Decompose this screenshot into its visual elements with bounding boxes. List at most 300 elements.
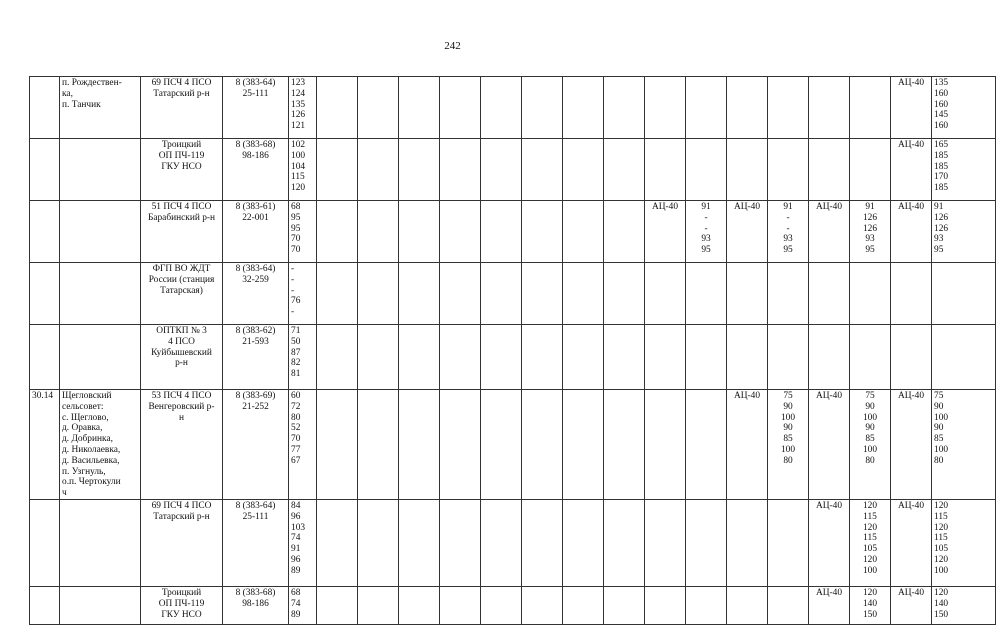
settlement-cell [60,201,141,263]
cell-line: 115 [934,533,948,544]
vehicle-cell [440,139,481,201]
distance-cell [289,390,317,500]
table-row [30,325,996,390]
vehicle-type-cell [891,499,932,586]
cell-line: 21-593 [242,336,269,347]
vehicle-type-cell [809,139,850,201]
vehicle-type-cell [727,263,768,325]
fire-unit-cell [141,499,223,586]
vehicle-cell [481,390,522,500]
vehicle-type-cell [809,499,850,586]
travel-time-cell [932,390,996,500]
fire-unit-cell [141,390,223,500]
cell-line: Барабинский р-н [147,212,216,223]
vehicle-type-cell [891,390,932,500]
phone-cell [223,263,289,325]
cell-line: - [786,223,790,234]
cell-line: 71 [291,326,301,336]
vehicle-cell [604,263,645,325]
cell-line: Куйбышевский [151,347,212,358]
cell-line: 100 [291,150,306,161]
vehicle-type-cell [645,325,686,390]
cell-line: 120 [862,500,878,511]
row-number-cell [30,325,60,390]
fire-unit-cell [141,586,223,624]
vehicle-type-cell [645,201,686,263]
fire-unit-cell [141,201,223,263]
cell-line: 95 [934,245,944,256]
travel-time-cell [932,499,996,586]
cell-line: 126 [862,212,878,223]
vehicle-cell [317,390,358,500]
vehicle-cell [317,325,358,390]
travel-time-cell [686,325,727,390]
cell-line: 102 [291,140,306,150]
cell-line: 115 [291,172,305,183]
phone-cell [223,499,289,586]
vehicle-cell [563,77,604,139]
vehicle-cell [563,390,604,500]
cell-line: 96 [291,554,301,565]
cell-line: 115 [934,511,948,522]
travel-time-cell [768,586,809,624]
cell-line: 70 [291,245,301,256]
vehicle-cell [522,499,563,586]
cell-line: 121 [291,121,306,132]
cell-line: 160 [934,121,949,132]
cell-line: Щегловский [62,391,112,401]
cell-line: 93 [865,234,875,245]
fire-dispatch-table [29,76,996,625]
travel-time-cell [686,499,727,586]
cell-line: сельсовет: [62,401,104,412]
cell-line: 120 [862,522,878,533]
cell-line: 95 [865,245,875,256]
cell-line: 84 [291,500,301,511]
cell-line: 90 [934,423,944,434]
cell-line: 82 [291,358,301,369]
vehicle-cell [358,499,399,586]
travel-time-cell [768,499,809,586]
distance-cell [289,263,317,325]
cell-line: 53 ПСЧ 4 ПСО [151,391,212,401]
cell-text: АЦ-40 [815,202,843,212]
vehicle-cell [522,390,563,500]
vehicle-cell [358,201,399,263]
cell-line: 100 [934,444,949,455]
cell-line: 160 [934,88,949,99]
distance-cell [289,201,317,263]
vehicle-cell [358,139,399,201]
cell-line: 85 [934,434,944,445]
cell-line: 96 [291,511,301,522]
cell-line: - [704,223,708,234]
distance-cell [289,586,317,624]
cell-line: 120 [934,522,949,533]
cell-line: ка, [62,88,73,99]
vehicle-cell [358,325,399,390]
cell-line: 126 [862,223,878,234]
vehicle-cell [481,201,522,263]
vehicle-cell [522,263,563,325]
cell-line: 8 (383-64) [235,500,276,511]
vehicle-type-cell [645,77,686,139]
cell-text: АЦ-40 [897,78,925,88]
vehicle-cell [604,201,645,263]
vehicle-cell [522,586,563,624]
cell-line: 115 [863,511,877,522]
cell-line: 185 [934,150,949,161]
cell-line: - [291,264,295,274]
vehicle-type-cell [727,139,768,201]
vehicle-cell [440,77,481,139]
cell-line: р-н [175,358,188,369]
cell-text: АЦ-40 [897,587,925,598]
cell-line: 22-001 [242,212,269,223]
vehicle-cell [317,499,358,586]
vehicle-cell [563,263,604,325]
cell-line: д. Николаевка, [62,444,121,455]
vehicle-type-cell [809,586,850,624]
cell-line: 4 ПСО [168,336,195,347]
cell-line: ГКУ НСО [161,161,202,172]
cell-line: 93 [934,234,944,245]
cell-text: АЦ-40 [815,587,843,598]
row-number-cell [30,263,60,325]
vehicle-cell [563,201,604,263]
cell-text: АЦ-40 [651,202,679,212]
cell-line: 100 [862,444,878,455]
phone-cell [223,586,289,624]
cell-line: 120 [862,587,878,598]
row-number-cell [30,586,60,624]
cell-line: ч [62,488,67,499]
vehicle-cell [481,325,522,390]
cell-line: 74 [291,533,301,544]
cell-line: 126 [934,223,949,234]
travel-time-cell [932,139,996,201]
vehicle-type-cell [727,586,768,624]
cell-line: 85 [865,434,875,445]
vehicle-type-cell [645,263,686,325]
distance-cell [289,325,317,390]
cell-line: 21-252 [242,401,269,412]
travel-time-cell [850,139,891,201]
vehicle-type-cell [645,139,686,201]
table-row [30,390,996,500]
travel-time-cell [932,325,996,390]
cell-line: 77 [291,444,301,455]
cell-text: АЦ-40 [733,391,761,401]
cell-line: ФГП ВО ЖДТ [152,264,211,274]
vehicle-type-cell [891,139,932,201]
vehicle-cell [399,325,440,390]
cell-line: 89 [291,565,301,576]
cell-line: 100 [934,565,949,576]
row-number-cell [30,390,60,500]
phone-cell [223,201,289,263]
cell-line: 98-186 [242,598,269,609]
travel-time-cell [850,390,891,500]
cell-line: 160 [934,99,949,110]
cell-line: Татарский р-н [153,88,210,99]
vehicle-type-cell [727,77,768,139]
cell-line: Троицкий [161,587,202,598]
cell-line: 150 [934,609,949,620]
cell-line: п. Рождествен- [62,78,122,88]
cell-line: - [704,212,708,223]
cell-line: 120 [291,183,306,194]
distance-cell [289,499,317,586]
travel-time-cell [850,201,891,263]
cell-line: 100 [780,412,796,423]
cell-line: 25-111 [242,88,269,99]
cell-line: 120 [934,587,949,598]
vehicle-cell [440,499,481,586]
travel-time-cell [686,139,727,201]
cell-line: 87 [291,347,301,358]
cell-line: 8 (383-68) [235,140,276,150]
vehicle-cell [440,263,481,325]
phone-cell [223,77,289,139]
cell-line: 120 [862,554,878,565]
travel-time-cell [850,586,891,624]
row-number-cell [30,201,60,263]
cell-line: 95 [701,245,711,256]
cell-line: 52 [291,423,301,434]
distance-cell [289,139,317,201]
cell-line: 90 [934,401,944,412]
cell-line: 8 (383-61) [235,202,276,212]
cell-line: 120 [934,500,949,511]
vehicle-type-cell [809,325,850,390]
cell-line: Венгеровский р- [148,401,215,412]
cell-line: 95 [291,223,301,234]
cell-line: ОПТКП № 3 [156,326,207,336]
vehicle-cell [604,499,645,586]
vehicle-cell [399,139,440,201]
cell-line: 185 [934,161,949,172]
cell-line: 120 [934,554,949,565]
cell-line: н [178,412,185,423]
cell-line: 126 [934,212,949,223]
vehicle-cell [563,499,604,586]
cell-line: 100 [862,412,878,423]
travel-time-cell [768,77,809,139]
vehicle-cell [563,139,604,201]
cell-line: Троицкий [161,140,202,150]
phone-cell [223,390,289,500]
vehicle-cell [317,139,358,201]
cell-line: д. Оравка, [62,423,103,434]
vehicle-cell [522,77,563,139]
fire-unit-cell [141,139,223,201]
cell-line: 124 [291,88,306,99]
travel-time-cell [768,390,809,500]
vehicle-cell [481,77,522,139]
fire-unit-cell [141,325,223,390]
cell-line: 89 [291,609,301,620]
cell-line: ГКУ НСО [161,609,202,620]
travel-time-cell [686,390,727,500]
travel-time-cell [686,77,727,139]
vehicle-type-cell [727,390,768,500]
vehicle-type-cell [727,325,768,390]
phone-cell [223,325,289,390]
vehicle-type-cell [891,325,932,390]
vehicle-type-cell [809,201,850,263]
cell-line: 135 [934,78,949,88]
travel-time-cell [768,139,809,201]
vehicle-cell [399,390,440,500]
cell-line: 91 [783,202,793,212]
vehicle-cell [522,139,563,201]
travel-time-cell [932,586,996,624]
cell-line: 98-186 [242,150,269,161]
cell-line: Татарский р-н [153,511,210,522]
cell-text: АЦ-40 [897,391,925,401]
vehicle-cell [317,586,358,624]
settlement-cell [60,139,141,201]
cell-text: АЦ-40 [815,391,843,401]
travel-time-cell [686,586,727,624]
distance-cell [289,77,317,139]
cell-line: 145 [934,110,949,121]
cell-text: АЦ-40 [897,500,925,511]
cell-line: - [291,274,295,285]
vehicle-cell [399,201,440,263]
cell-line: п. Узгнуль, [62,466,106,477]
cell-line: 67 [291,455,301,466]
cell-line: - [786,212,790,223]
cell-line: 75 [783,391,793,401]
travel-time-cell [686,263,727,325]
cell-line: 75 [865,391,875,401]
cell-line: 8 (383-62) [235,326,276,336]
travel-time-cell [932,201,996,263]
cell-line: 68 [291,587,301,598]
travel-time-cell [850,325,891,390]
vehicle-cell [358,263,399,325]
vehicle-cell [317,201,358,263]
fire-unit-cell [141,263,223,325]
vehicle-cell [481,499,522,586]
table-row [30,263,996,325]
vehicle-cell [563,325,604,390]
cell-line: - [291,307,295,318]
cell-line: 103 [291,522,306,533]
phone-cell [223,139,289,201]
vehicle-type-cell [891,263,932,325]
travel-time-cell [850,263,891,325]
vehicle-type-cell [727,499,768,586]
cell-line: 60 [291,391,301,401]
cell-line: 69 ПСЧ 4 ПСО [151,500,212,511]
vehicle-type-cell [645,586,686,624]
cell-line: ОП ПЧ-119 [158,150,205,161]
travel-time-cell [932,77,996,139]
vehicle-type-cell [891,77,932,139]
page-number: 242 [444,40,461,52]
cell-line: 95 [783,245,793,256]
cell-line: 90 [865,401,875,412]
vehicle-type-cell [645,499,686,586]
cell-line: России (станция [148,274,215,285]
cell-line: о.п. Чертокули [62,477,121,488]
vehicle-cell [604,390,645,500]
table-row [30,586,996,624]
cell-text: АЦ-40 [897,202,925,212]
cell-line: 105 [862,544,878,555]
cell-line: 51 ПСЧ 4 ПСО [151,202,212,212]
cell-line: с. Щеглово, [62,412,109,423]
row-number-cell [30,77,60,139]
table-body [30,77,996,625]
cell-line: 93 [783,234,793,245]
cell-line: 100 [934,412,949,423]
vehicle-cell [604,325,645,390]
vehicle-cell [317,263,358,325]
vehicle-cell [358,77,399,139]
cell-line: 91 [934,202,944,212]
cell-line: 126 [291,110,306,121]
cell-line: 8 (383-64) [235,264,276,274]
vehicle-type-cell [727,201,768,263]
vehicle-type-cell [891,586,932,624]
settlement-cell [60,325,141,390]
cell-line: п. Танчик [62,99,101,110]
vehicle-cell [399,499,440,586]
vehicle-cell [440,390,481,500]
vehicle-cell [604,77,645,139]
vehicle-cell [440,586,481,624]
vehicle-cell [317,77,358,139]
vehicle-cell [440,325,481,390]
vehicle-cell [604,586,645,624]
vehicle-cell [563,586,604,624]
travel-time-cell [686,201,727,263]
cell-line: 140 [862,598,878,609]
settlement-cell [60,263,141,325]
cell-line: 8 (383-68) [235,587,276,598]
table-row [30,201,996,263]
vehicle-cell [604,139,645,201]
vehicle-cell [358,586,399,624]
cell-line: 91 [865,202,875,212]
cell-line: 100 [862,565,878,576]
settlement-cell [60,77,141,139]
vehicle-type-cell [809,390,850,500]
table-row [30,139,996,201]
cell-line: 8 (383-69) [235,391,276,401]
cell-line: 115 [863,533,877,544]
vehicle-cell [399,77,440,139]
vehicle-cell [481,263,522,325]
row-number-cell [30,139,60,201]
cell-line: 69 ПСЧ 4 ПСО [151,78,212,88]
cell-line: 75 [934,391,944,401]
settlement-cell [60,390,141,500]
cell-line: 170 [934,172,949,183]
cell-line: 32-259 [242,274,269,285]
cell-line: 80 [934,455,944,466]
vehicle-type-cell [809,77,850,139]
cell-line: 91 [701,202,711,212]
table-row [30,77,996,139]
cell-line: 90 [783,401,793,412]
cell-line: 91 [291,544,301,555]
travel-time-cell [850,77,891,139]
